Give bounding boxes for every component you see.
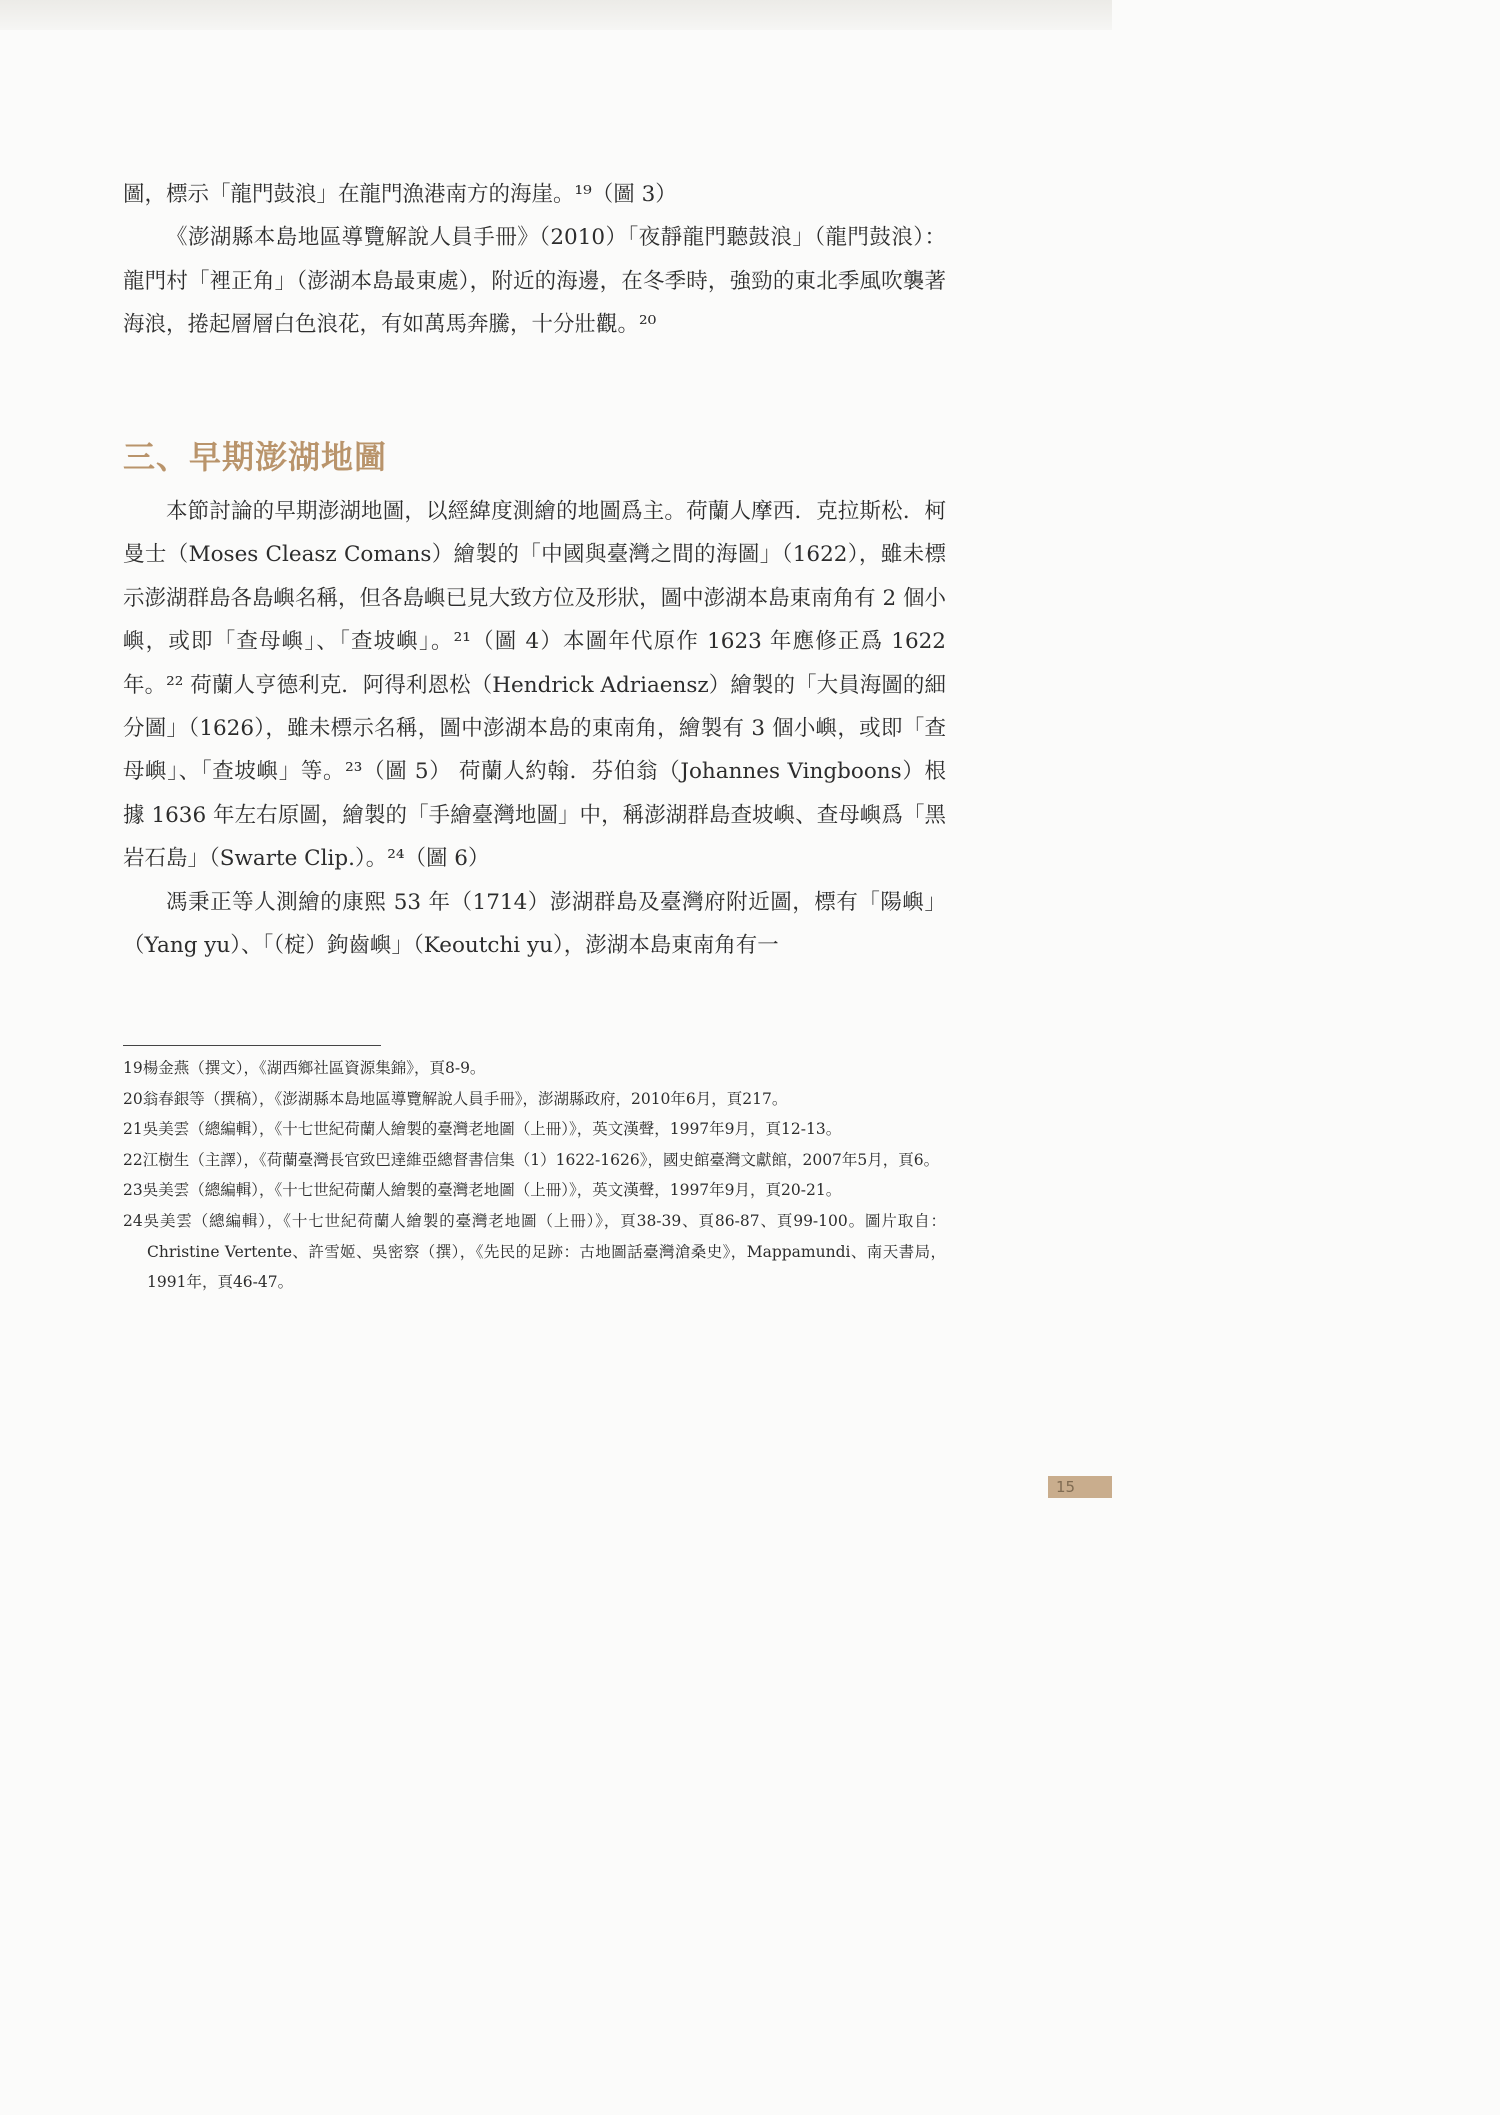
footnotes: [123, 1053, 946, 1298]
footnote-20: 20翁春銀等（撰稿），《澎湖縣本島地區導覽解說人員手冊》，澎湖縣政府，2010年6月，頁217。: [123, 1089, 788, 1108]
footnote-24: 24吳美雲（總編輯），《十七世紀荷蘭人繪製的臺灣老地圖（上冊）》，頁38-39、頁86-87、頁99-100。圖片取自：Christine Vertente、許雪姬、吳密察（撰），《先民的足跡：古地圖話臺灣滄桑史》，Mappamundi、南天書局，1991年，頁46-47。: [123, 1211, 946, 1292]
section-heading: 三、早期澎湖地圖: [123, 438, 388, 476]
page-number: 15: [1048, 1476, 1112, 1498]
footnote-divider: [123, 1045, 381, 1046]
paragraph-kangxi-map: 馮秉正等人測繪的康熙 53 年（1714）澎湖群島及臺灣府附近圖，標有「陽嶼」（Yang yu）、「（椗）鉤齒嶼」（Keoutchi yu），澎湖本島東南角有一: [123, 889, 946, 959]
footnote-23: 23吳美雲（總編輯），《十七世紀荷蘭人繪製的臺灣老地圖（上冊）》，英文漢聲，1997年9月，頁20-21。: [123, 1181, 842, 1200]
footnote-19: 19楊金燕（撰文），《湖西鄉社區資源集錦》，頁8-9。: [123, 1059, 486, 1077]
footnote-21: 21吳美雲（總編輯），《十七世紀荷蘭人繪製的臺灣老地圖（上冊）》，英文漢聲，1997年9月，頁12-13。: [123, 1120, 842, 1139]
paragraph-early-maps: 本節討論的早期澎湖地圖，以經緯度測繪的地圖爲主。荷蘭人摩西．克拉斯松．柯曼士（Moses Cleasz Comans）繪製的「中國與臺灣之間的海圖」（1622），雖未標示澎湖群島各島嶼名稱，但各島嶼已見大致方位及形狀，圖中澎湖本島東南角有 2 個小嶼，或即「查母嶼」、「查坡嶼」。²¹（圖 4）本圖年代原作 1623 年應修正爲 1622 年。²² 荷蘭人亨德利克．阿得利恩松（Hendrick Adriaensz）繪製的「大員海圖的細分圖」（1626），雖未標示名稱，圖中澎湖本島的東南角，繪製有 3 個小嶼，或即「查母嶼」、「查坡嶼」等。²³（圖 5） 荷蘭人約翰．芬伯翁（Johannes Vingboons）根據 1636 年左右原圖，繪製的「手繪臺灣地圖」中，稱澎湖群島查坡嶼、查母嶼爲「黑岩石島」（Swarte Clip.）。²⁴（圖 6）: [123, 499, 946, 872]
top-text-block: [123, 173, 946, 347]
footnote-22: 22江樹生（主譯），《荷蘭臺灣長官致巴達維亞總督書信集（1）1622-1626》，國史館臺灣文獻館，2007年5月，頁6。: [123, 1150, 940, 1169]
paragraph-continuation: 圖，標示「龍門鼓浪」在龍門漁港南方的海崖。¹⁹（圖 3）: [123, 182, 677, 207]
paragraph-handbook: 《澎湖縣本島地區導覽解說人員手冊》（2010）「夜靜龍門聽鼓浪」（龍門鼓浪）：龍門村「裡正角」（澎湖本島最東處），附近的海邊，在冬季時，強勁的東北季風吹襲著海浪，捲起層層白色浪花，有如萬馬奔騰，十分壯觀。²⁰: [123, 225, 946, 338]
page-top-band: [0, 0, 1112, 30]
section-body: [123, 490, 946, 967]
